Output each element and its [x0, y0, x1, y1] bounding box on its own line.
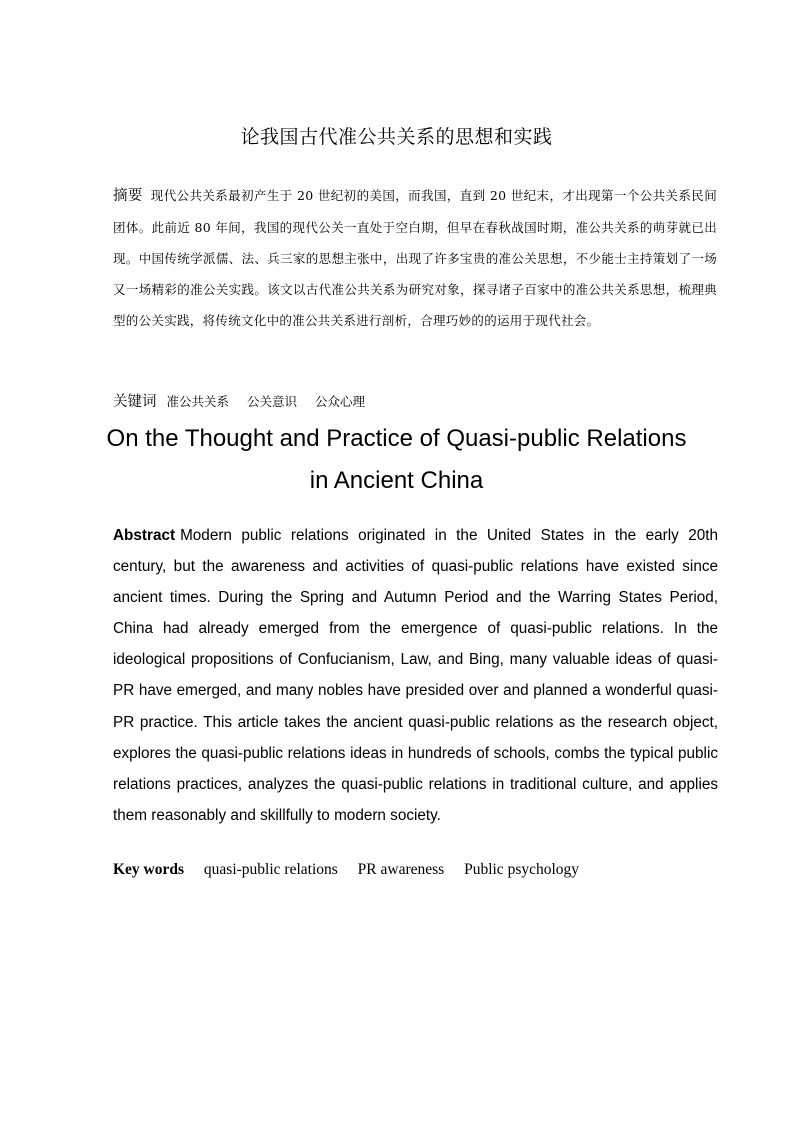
english-title-line-1: On the Thought and Practice of Quasi-public Relations: [106, 425, 687, 452]
english-abstract-label: Abstract: [113, 527, 176, 544]
chinese-keyword: 公众心理: [314, 394, 365, 409]
english-keywords-label: Key words: [113, 861, 185, 878]
chinese-title: 论我国古代准公共关系的思想和实践: [240, 126, 553, 148]
chinese-abstract: [113, 180, 717, 336]
english-keyword: Public psychology: [464, 861, 580, 878]
english-title-line-2: in Ancient China: [309, 467, 484, 494]
chinese-abstract-label: 摘要: [113, 188, 143, 204]
chinese-keywords-label: 关键词: [113, 394, 157, 410]
english-keyword: quasi-public relations: [203, 861, 338, 878]
chinese-keyword: 公关意识: [246, 394, 297, 409]
english-keyword: PR awareness: [357, 861, 445, 878]
english-keywords: [113, 855, 717, 885]
english-abstract-text: Modern public relations originated in the United States in the early 20th century, but the awareness and activities of quasi-public relations have existed since ancient times. During the Spring and Autumn Period and the Warring States Period, China had already emerged from the emergence of quasi-public relations. In the ideological propositions of Confucianism, Law, and Bing, many valuable ideas of quasi-PR have emerged, and many nobles have presided over and planned a wonderful quasi-PR practice. This article takes the ancient quasi-public relations as the research object, explores the quasi-public relations ideas in hundreds of schools, combs the typical public relations practices, analyzes the quasi-public relations in traditional culture, and applies them reasonably and skillfully to modern society.: [113, 527, 718, 824]
english-abstract: [113, 520, 718, 831]
chinese-keywords: [113, 387, 717, 417]
english-title: [0, 418, 793, 502]
chinese-abstract-text: 现代公共关系最初产生于 20 世纪初的美国，而我国，直到 20 世纪末，才出现第一个公共关系民间团体。此前近 80 年间，我国的现代公关一直处于空白期，但早在春秋战国时期，准公共关系的萌芽就已出现。中国传统学派儒、法、兵三家的思想主张中，出现了许多宝贵的准公关思想，不少能士主持策划了一场又一场精彩的准公关实践。该文以古代准公共关系为研究对象，探寻诸子百家中的准公共关系思想，梳理典型的公关实践，将传统文化中的准公共关系进行剖析，合理巧妙的的运用于现代社会。: [113, 188, 717, 328]
chinese-keyword: 准公共关系: [166, 394, 229, 409]
